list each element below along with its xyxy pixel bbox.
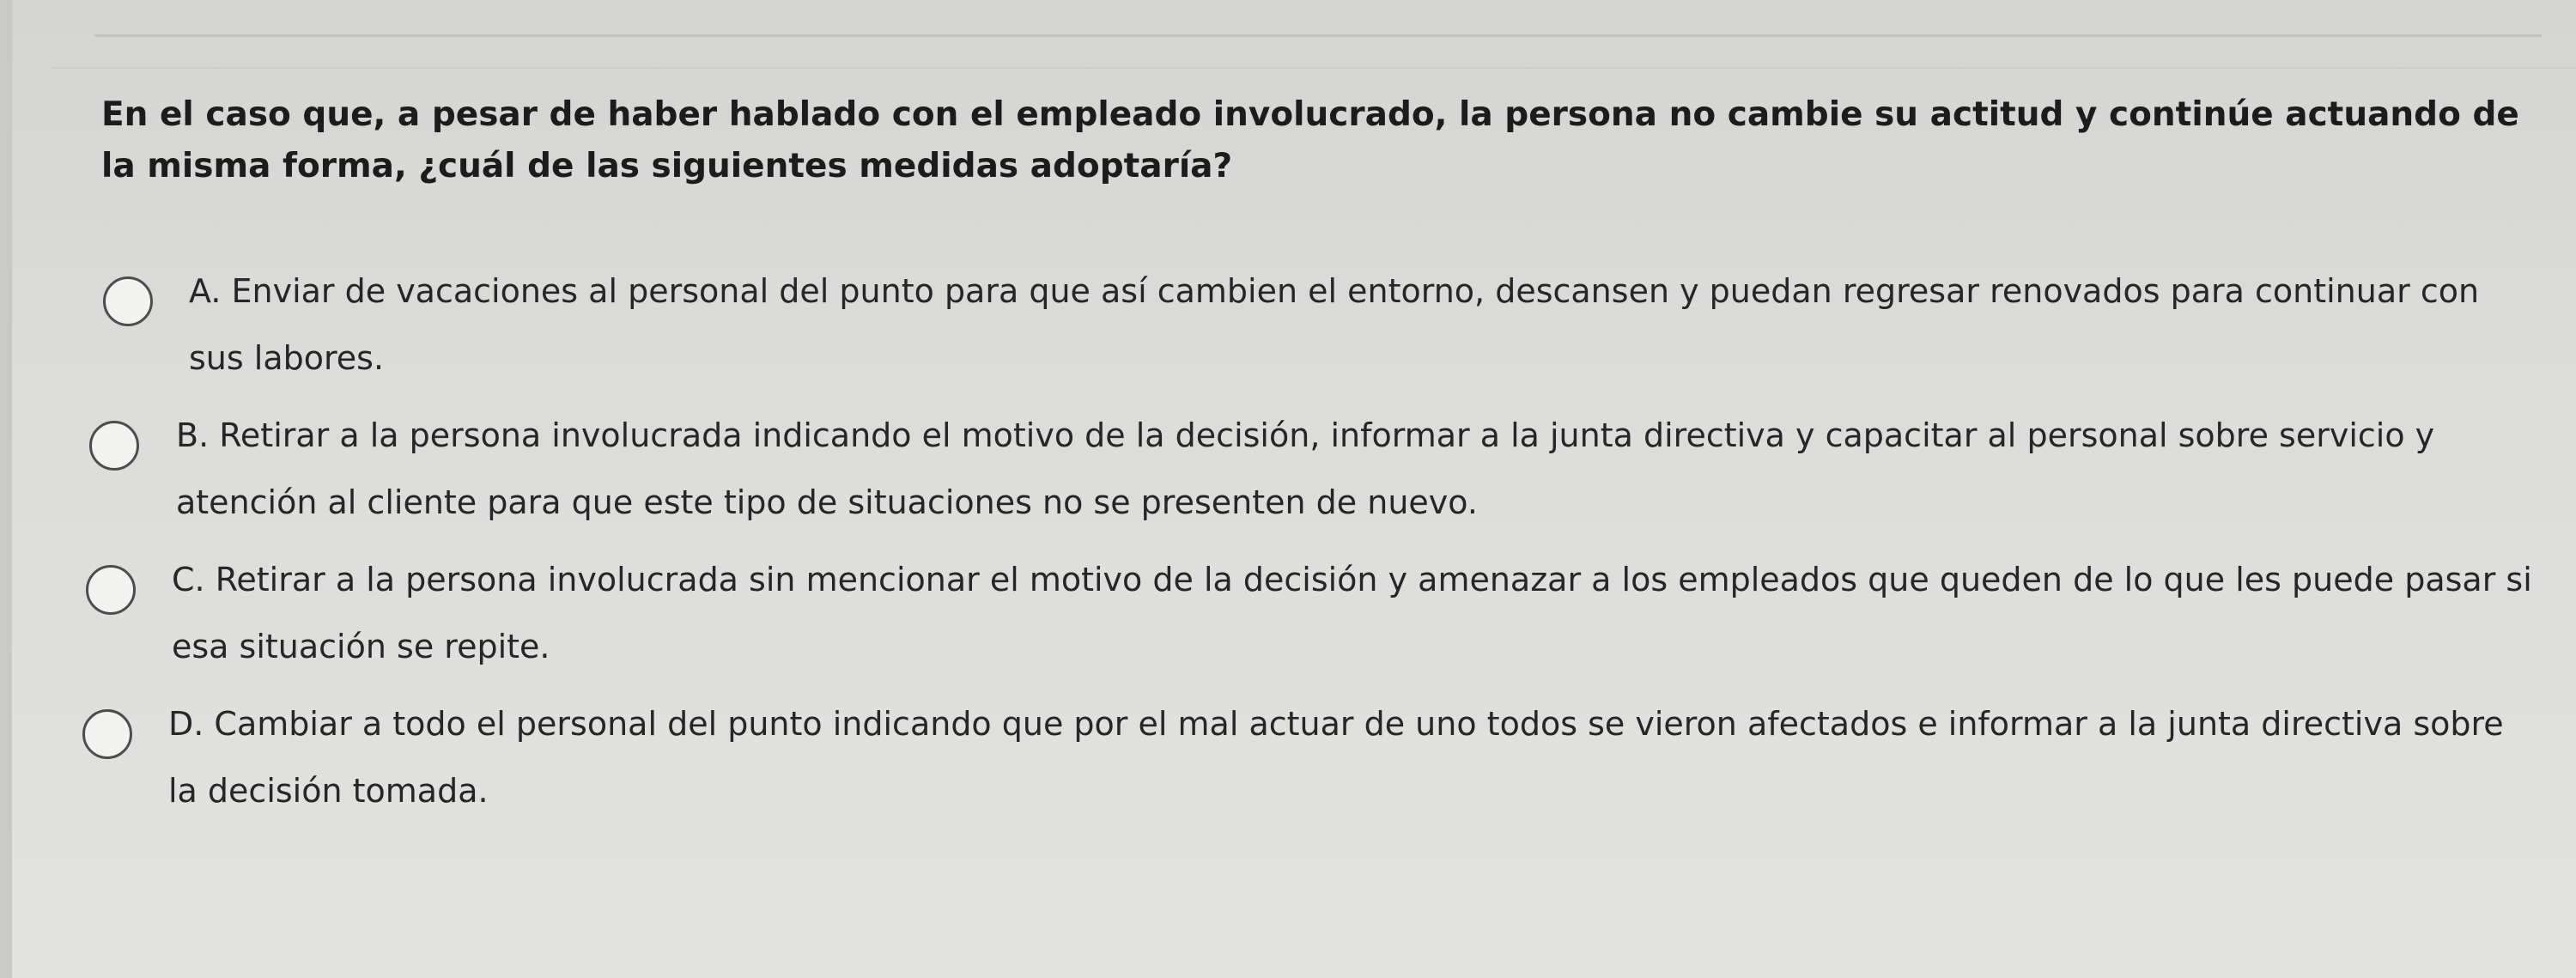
radio-button-unchecked-icon[interactable] xyxy=(82,709,132,759)
option-b[interactable] xyxy=(0,402,2576,531)
radio-button-unchecked-icon[interactable] xyxy=(89,421,139,471)
option-d[interactable] xyxy=(0,690,2576,819)
top-divider xyxy=(94,34,2542,37)
option-a-label: A. Enviar de vacaciones al personal del punto para que así cambien el entorno, descansen y puedan regresar renovados para continuar con sus labores. xyxy=(189,272,2480,377)
radio-button-unchecked-icon[interactable] xyxy=(103,276,153,326)
option-b-label: B. Retirar a la persona involucrada indicando el motivo de la decisión, informar a la junta directiva y capacitar al personal sobre servicio y atención al cliente para que este tipo de situaciones no se presenten de nuevo. xyxy=(176,416,2435,521)
option-d-label: D. Cambiar a todo el personal del punto indicando que por el mal actuar de uno todos se vieron afectados e informar a la junta directiva sobre la decisión tomada. xyxy=(168,705,2504,810)
option-c-label: C. Retirar a la persona involucrada sin mencionar el motivo de la decisión y amenazar a los empleados que queden de lo que les puede pasar si esa situación se repite. xyxy=(172,561,2532,665)
question-text: En el caso que, a pesar de haber hablado con el empleado involucrado, la persona no cambie su actitud y continúe actuando de la misma forma, ¿cuál de las siguientes medidas adoptaría? xyxy=(101,95,2519,185)
option-a[interactable] xyxy=(0,258,2576,386)
option-c[interactable] xyxy=(0,546,2576,675)
radio-button-unchecked-icon[interactable] xyxy=(86,565,136,615)
header-divider xyxy=(52,67,2576,69)
